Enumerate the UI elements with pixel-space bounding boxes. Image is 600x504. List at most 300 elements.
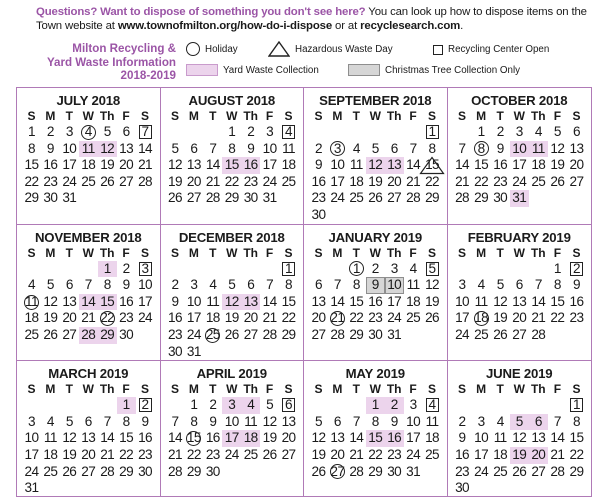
weekday-label: S <box>141 109 150 123</box>
empty-day <box>184 124 203 141</box>
day-cell: 30 <box>168 343 182 359</box>
day-cell: 16 <box>168 310 182 326</box>
weekday-header <box>22 109 155 124</box>
title-line-1: Milton Recycling & <box>72 42 176 55</box>
day-cell: 20 <box>387 173 402 189</box>
day-cell: 17 <box>138 293 152 309</box>
weekday-header <box>453 246 587 261</box>
day-cell: 8 <box>285 277 293 293</box>
week-row <box>309 414 442 431</box>
week-row <box>309 430 442 447</box>
day-cell: 29 <box>186 463 201 479</box>
day-cell: 18 <box>43 446 58 462</box>
day-cell: 11 <box>474 293 488 309</box>
legend-center-label: Recycling Center Open <box>448 44 550 55</box>
month-calendar <box>304 361 448 497</box>
day-cell: 4 <box>279 124 298 141</box>
empty-day <box>366 124 385 141</box>
week-row <box>166 157 299 174</box>
day-cell: 6 <box>65 277 73 293</box>
day-cell: 11 <box>22 294 41 311</box>
day-cell: 23 <box>119 310 134 326</box>
week-row <box>166 414 299 431</box>
day-cell: 26 <box>100 173 115 189</box>
day-cell: 28 <box>205 190 220 206</box>
weekday-header <box>166 109 299 124</box>
day-cell: 30 <box>493 190 508 206</box>
week-row <box>309 310 442 327</box>
month-calendar <box>161 88 305 225</box>
day-cell: 13 <box>62 293 77 309</box>
day-cell: 24 <box>224 446 239 462</box>
title-line-2: Yard Waste Information <box>46 55 176 69</box>
day-cell: 6 <box>314 277 322 293</box>
weekday-label: W <box>226 245 238 260</box>
day-cell: 20 <box>529 447 548 464</box>
day-cell: 21 <box>531 310 546 326</box>
day-cell: 16 <box>205 430 220 446</box>
day-cell: 27 <box>531 463 546 479</box>
day-cell: 31 <box>510 190 529 207</box>
holiday-circle-icon <box>186 42 200 56</box>
title-line-3: 2018-2019 <box>120 69 176 82</box>
hazard-triangle-icon <box>268 41 290 57</box>
weekday-label: S <box>314 382 323 397</box>
day-cell: 29 <box>119 463 134 479</box>
day-cell: 5 <box>423 261 442 278</box>
empty-day <box>347 124 366 141</box>
day-cell: 18 <box>24 310 39 326</box>
week-row <box>22 174 155 191</box>
day-cell: 28 <box>531 326 546 342</box>
weekday-header <box>166 246 299 261</box>
day-cell: 15 <box>184 430 203 447</box>
weekday-label: S <box>170 109 179 123</box>
week-row <box>453 430 587 447</box>
day-cell: 16 <box>119 293 134 309</box>
day-cell: 1 <box>423 124 442 141</box>
week-row <box>22 157 155 174</box>
day-cell: 15 <box>366 430 385 447</box>
day-cell: 26 <box>368 190 383 206</box>
day-cell: 10 <box>455 293 469 309</box>
day-cell: 26 <box>168 190 182 206</box>
empty-day <box>510 261 529 278</box>
day-cell: 18 <box>472 310 491 327</box>
day-cell: 14 <box>531 293 546 309</box>
day-cell: 24 <box>387 310 402 326</box>
month-title: FEBRUARY 2019 <box>467 229 571 245</box>
day-cell: 22 <box>368 446 383 462</box>
day-cell: 8 <box>103 277 111 293</box>
document-title <box>36 42 176 83</box>
day-cell: 29 <box>474 190 489 206</box>
day-cell: 30 <box>455 480 469 496</box>
day-cell: 17 <box>186 310 201 326</box>
empty-day <box>22 261 41 278</box>
weekday-label: M <box>188 382 199 397</box>
day-cell: 17 <box>222 430 241 447</box>
day-cell: 24 <box>262 173 277 189</box>
calendar-grid <box>16 87 592 497</box>
day-cell: 18 <box>493 446 508 462</box>
day-cell: 5 <box>65 413 73 429</box>
day-cell: 13 <box>385 157 404 174</box>
weekday-label: M <box>45 109 56 123</box>
weekday-label: Th <box>243 109 258 123</box>
day-cell: 22 <box>24 173 39 189</box>
day-cell: 10 <box>186 293 201 309</box>
month-calendar <box>17 361 161 497</box>
week-row <box>453 464 587 481</box>
weekday-label: Th <box>243 245 258 260</box>
day-cell: 13 <box>81 430 96 446</box>
day-cell: 27 <box>119 173 134 189</box>
month-calendar <box>448 88 592 225</box>
day-cell: 5 <box>103 124 111 139</box>
day-cell: 7 <box>409 140 417 156</box>
empty-day <box>60 397 79 414</box>
day-cell: 6 <box>247 277 255 293</box>
day-cell: 7 <box>458 140 466 156</box>
empty-day <box>404 124 423 141</box>
day-cell: 23 <box>43 173 58 189</box>
day-cell: 31 <box>262 190 277 206</box>
empty-day <box>491 397 510 414</box>
weekday-label: T <box>496 382 504 397</box>
empty-day <box>184 261 203 278</box>
day-cell: 26 <box>311 463 326 479</box>
weekday-label: F <box>409 382 417 397</box>
weekday-label: Th <box>530 382 546 397</box>
weekday-label: W <box>513 382 525 397</box>
weekday-label: F <box>409 245 417 260</box>
day-cell: 20 <box>512 310 527 326</box>
day-cell: 6 <box>529 414 548 431</box>
week-row <box>453 310 587 327</box>
legend-hazard-label: Hazardous Waste Day <box>295 43 393 55</box>
weekday-label: T <box>352 245 360 260</box>
weekday-label: W <box>369 109 381 123</box>
day-cell: 24 <box>186 326 201 342</box>
week-row <box>22 124 155 141</box>
weekday-label: T <box>65 109 73 123</box>
day-cell: 12 <box>311 430 326 446</box>
weekday-label: W <box>513 109 525 123</box>
empty-day <box>548 397 567 414</box>
week-row <box>22 397 155 414</box>
empty-day <box>41 261 60 278</box>
day-cell: 9 <box>458 430 466 446</box>
weekday-label: F <box>122 382 130 397</box>
month-calendar <box>304 88 448 225</box>
weekday-label: M <box>45 245 56 260</box>
empty-day <box>328 261 347 278</box>
day-cell: 8 <box>27 140 35 156</box>
week-row <box>453 261 587 278</box>
day-cell: 13 <box>241 294 260 311</box>
month-title: SEPTEMBER 2018 <box>319 93 432 108</box>
day-cell: 28 <box>262 326 277 342</box>
weekday-header <box>22 246 155 261</box>
day-cell: 9 <box>496 140 504 156</box>
day-cell: 3 <box>477 413 485 429</box>
day-cell: 13 <box>281 413 296 429</box>
day-cell: 3 <box>458 277 466 293</box>
day-cell: 4 <box>409 260 417 276</box>
day-cell: 23 <box>243 173 258 189</box>
day-cell: 24 <box>62 173 77 189</box>
day-cell: 11 <box>282 140 295 156</box>
week-row <box>453 327 587 344</box>
month-calendar <box>448 225 592 362</box>
day-cell: 3 <box>27 413 35 429</box>
day-cell: 23 <box>493 173 508 189</box>
day-cell: 19 <box>224 310 239 326</box>
day-cell: 2 <box>458 413 466 429</box>
day-cell: 1 <box>477 124 485 139</box>
day-cell: 6 <box>190 140 198 156</box>
day-cell: 10 <box>224 413 239 429</box>
weekday-label: W <box>369 382 381 397</box>
day-cell: 2 <box>247 124 255 139</box>
day-cell: 8 <box>122 413 130 429</box>
day-cell: 11 <box>425 413 439 429</box>
day-cell: 5 <box>314 413 322 429</box>
day-cell: 25 <box>24 326 39 342</box>
week-row <box>309 397 442 414</box>
day-cell: 4 <box>241 397 260 414</box>
day-cell: 26 <box>224 326 239 342</box>
day-cell: 24 <box>512 173 527 189</box>
day-cell: 8 <box>190 413 198 429</box>
day-cell: 19 <box>368 173 383 189</box>
day-cell: 6 <box>515 277 523 293</box>
month-title: JANUARY 2019 <box>328 229 423 245</box>
weekday-label: Th <box>386 109 402 123</box>
week-row <box>166 344 299 361</box>
empty-day <box>529 397 548 414</box>
day-cell: 21 <box>455 173 469 189</box>
weekday-header <box>309 246 442 261</box>
day-cell: 17 <box>406 430 421 446</box>
day-cell: 14 <box>330 293 345 309</box>
weekday-header <box>453 382 587 397</box>
day-cell: 22 <box>119 446 134 462</box>
day-cell: 28 <box>330 326 345 342</box>
week-row <box>166 190 299 207</box>
day-cell: 2 <box>496 124 504 139</box>
day-cell: 12 <box>366 157 385 174</box>
month-calendar <box>17 88 161 225</box>
day-cell: 3 <box>390 260 398 276</box>
day-cell: 19 <box>262 430 277 446</box>
day-cell: 28 <box>100 463 115 479</box>
day-cell: 21 <box>406 173 421 189</box>
day-cell: 14 <box>262 293 277 309</box>
weekday-label: W <box>82 382 94 397</box>
week-row <box>453 157 587 174</box>
month-title: DECEMBER 2018 <box>178 229 285 245</box>
week-row <box>453 480 587 497</box>
day-cell: 1 <box>366 397 385 414</box>
day-cell: 23 <box>168 326 182 342</box>
day-cell: 12 <box>493 293 508 309</box>
day-cell: 19 <box>493 310 508 326</box>
day-cell: 11 <box>406 277 420 293</box>
day-cell: 11 <box>349 157 363 173</box>
day-cell: 7 <box>209 140 217 156</box>
weekday-label: T <box>65 382 73 397</box>
weekday-label: W <box>226 382 238 397</box>
day-cell: 5 <box>496 277 504 293</box>
day-cell: 16 <box>569 293 584 309</box>
week-row <box>22 310 155 327</box>
day-cell: 28 <box>79 327 98 344</box>
day-cell: 26 <box>550 173 565 189</box>
week-row <box>453 397 587 414</box>
week-row <box>309 261 442 278</box>
day-cell: 1 <box>567 397 586 414</box>
day-cell: 16 <box>311 173 326 189</box>
day-cell: 4 <box>79 124 98 141</box>
empty-day <box>22 397 41 414</box>
day-cell: 22 <box>281 310 296 326</box>
day-cell: 18 <box>281 157 296 173</box>
week-row <box>309 294 442 311</box>
day-cell: 10 <box>138 277 152 293</box>
day-cell: 20 <box>186 173 201 189</box>
empty-day <box>309 261 328 278</box>
day-cell: 25 <box>474 326 489 342</box>
day-cell: 19 <box>62 446 77 462</box>
day-cell: 20 <box>62 310 77 326</box>
day-cell: 15 <box>474 157 489 173</box>
day-cell: 10 <box>406 413 421 429</box>
day-cell: 8 <box>428 140 436 156</box>
day-cell: 1 <box>347 261 366 278</box>
day-cell: 30 <box>243 190 258 206</box>
day-cell: 31 <box>24 480 39 496</box>
weekday-label: S <box>170 245 179 260</box>
day-cell: 22 <box>474 173 489 189</box>
day-cell: 29 <box>425 190 439 206</box>
day-cell: 14 <box>79 294 98 311</box>
week-row <box>166 327 299 344</box>
weekday-label: W <box>82 109 94 123</box>
day-cell: 31 <box>387 326 402 342</box>
week-row <box>309 124 442 141</box>
day-cell: 3 <box>266 124 274 139</box>
day-cell: 21 <box>550 446 565 462</box>
empty-day <box>453 261 472 278</box>
weekday-label: S <box>141 382 150 397</box>
day-cell: 25 <box>349 190 364 206</box>
day-cell: 1 <box>279 261 298 278</box>
day-cell: 14 <box>168 430 182 446</box>
day-cell: 10 <box>330 157 345 173</box>
day-cell: 1 <box>117 397 136 414</box>
intro-text-c: . <box>460 19 464 32</box>
empty-day <box>309 397 328 414</box>
day-cell: 28 <box>406 190 421 206</box>
legend-tree <box>348 64 520 76</box>
weekday-label: S <box>284 109 293 123</box>
weekday-label: F <box>553 109 562 123</box>
day-cell: 29 <box>281 326 296 342</box>
day-cell: 28 <box>455 190 469 206</box>
month-title: APRIL 2019 <box>196 366 267 382</box>
day-cell: 3 <box>409 397 417 413</box>
day-cell: 20 <box>119 157 134 173</box>
day-cell: 14 <box>205 157 220 173</box>
day-cell: 26 <box>425 310 439 326</box>
week-row <box>309 174 442 191</box>
weekday-label: S <box>572 109 581 123</box>
day-cell: 9 <box>314 157 322 173</box>
week-row <box>22 261 155 278</box>
recyclesearch-link[interactable]: recyclesearch.com <box>360 19 461 32</box>
week-row <box>22 480 155 497</box>
day-cell: 5 <box>510 414 529 431</box>
day-cell: 9 <box>366 277 385 294</box>
week-row <box>166 430 299 447</box>
week-row <box>309 447 442 464</box>
day-cell: 6 <box>122 124 130 139</box>
weekday-label: S <box>27 245 36 260</box>
weekday-label: Th <box>386 245 402 260</box>
week-row <box>453 124 587 141</box>
weekday-label: S <box>314 245 323 260</box>
weekday-label: M <box>332 382 343 397</box>
day-cell: 8 <box>553 277 561 293</box>
day-cell: 3 <box>515 124 523 139</box>
empty-day <box>203 124 222 141</box>
day-cell: 17 <box>62 157 77 173</box>
empty-day <box>41 397 60 414</box>
day-cell: 4 <box>27 277 35 293</box>
week-row <box>309 207 442 224</box>
weekday-label: S <box>170 382 179 397</box>
yard-waste-swatch-icon <box>186 64 218 76</box>
month-title: JUNE 2019 <box>486 366 553 382</box>
day-cell: 12 <box>98 141 117 158</box>
day-cell: 4 <box>496 413 504 429</box>
weekday-label: Th <box>99 382 115 397</box>
dispose-link[interactable]: www.townofmilton.org/how-do-i-dispose <box>117 19 333 32</box>
weekday-label: W <box>226 109 238 123</box>
week-row <box>453 277 587 294</box>
day-cell: 7 <box>136 124 155 141</box>
day-cell: 30 <box>138 463 152 479</box>
empty-day <box>491 261 510 278</box>
day-cell: 12 <box>550 140 565 156</box>
hazard-triangle-icon <box>420 157 444 174</box>
weekday-header <box>166 382 299 397</box>
intro-question: Questions? Want to dispose of something you don't see here? <box>36 6 366 18</box>
day-cell: 13 <box>512 293 527 309</box>
week-row <box>22 327 155 344</box>
weekday-label: M <box>476 109 487 123</box>
day-cell: 3 <box>65 124 73 139</box>
day-cell: 7 <box>171 413 179 429</box>
empty-day <box>529 261 548 278</box>
day-cell: 7 <box>352 413 360 429</box>
weekday-label: M <box>45 382 56 397</box>
day-cell: 22 <box>569 446 584 462</box>
empty-day <box>166 124 185 141</box>
day-cell: 6 <box>333 413 341 429</box>
